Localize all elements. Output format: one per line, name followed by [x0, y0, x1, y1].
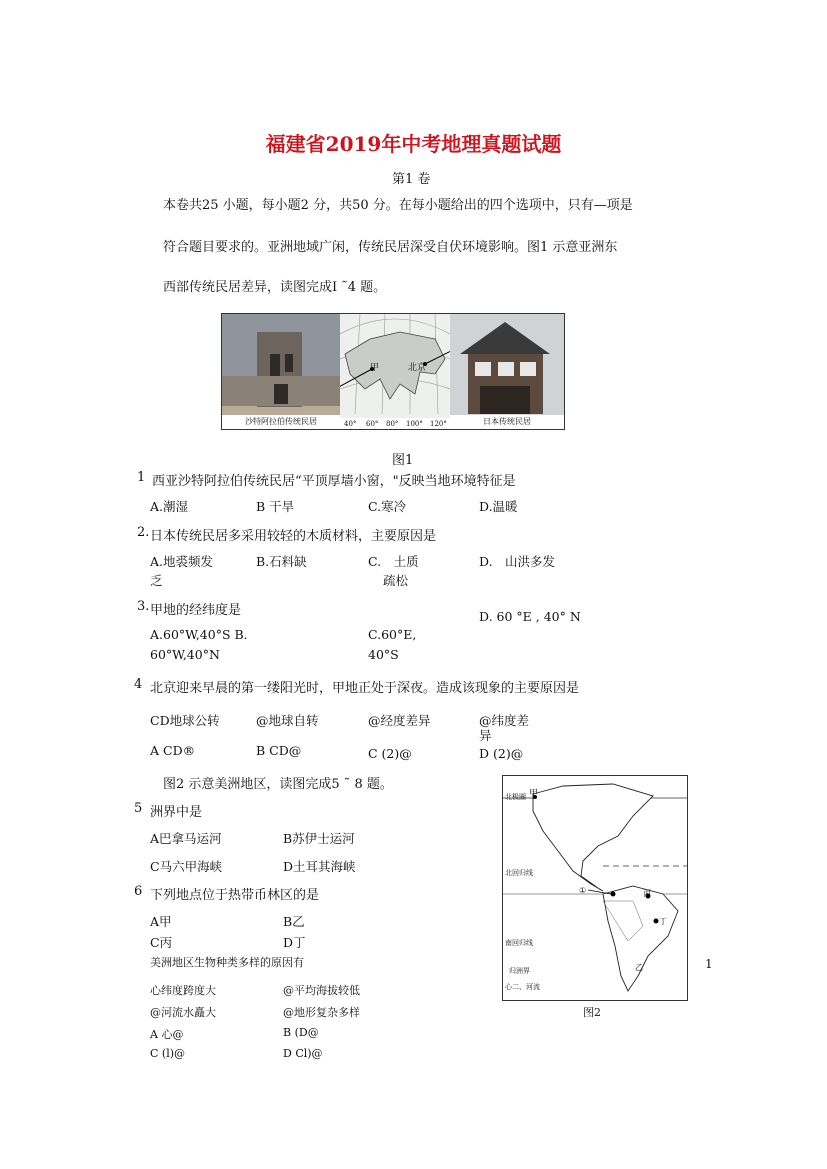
q7-item-3: @河流水矗大 [150, 1006, 216, 1019]
lon-tick: 100° [406, 420, 423, 428]
q6-option-a: A甲 [150, 914, 172, 929]
legend-continent-boundary: 归洲界 [509, 967, 530, 975]
figure-2-americas-map [502, 775, 688, 1001]
q4-item-1: CD地球公转 [150, 713, 220, 728]
q4-option-b: B CD@ [256, 743, 302, 758]
question-3-number: 3. [137, 599, 150, 614]
page-title: 福建省2019年中考地理真题试题 [265, 132, 562, 156]
q7-option-b: B (D@ [283, 1026, 319, 1039]
longitude-ticks [340, 418, 450, 429]
q6-option-c: C丙 [150, 935, 173, 950]
q7-option-a: A 心@ [150, 1028, 184, 1041]
q7-item-1: 心纬度跨度大 [150, 984, 216, 997]
map-label-jia: 甲 [370, 363, 380, 373]
q6-option-b: B乙 [283, 914, 305, 929]
q2-option-c-wrap: 疏松 [383, 573, 409, 588]
question-4-number: 4 [134, 677, 143, 692]
lon-tick: 40° [344, 420, 357, 428]
tropic-of-cancer-label: 北回归线 [505, 869, 533, 877]
lon-tick: 60° [366, 420, 379, 428]
figure-2-caption: 图2 [583, 1006, 601, 1019]
saudi-house-label: 沙特阿拉伯传统民居 [222, 415, 340, 429]
americas-map-illustration [503, 776, 687, 1000]
intro-line-3: 西部传统民居差异，读图完成I ˜4 题。 [163, 280, 387, 295]
section-heading: 第1 卷 [392, 172, 431, 187]
lon-tick: 80° [386, 420, 399, 428]
q4-item-2: @地球自转 [256, 713, 319, 728]
question-5-number: 5 [134, 801, 143, 816]
question-1-text: 西亚沙特阿拉伯传统民居“平顶厚墙小窗，"反映当地环境特征是 [152, 474, 516, 489]
fig2-label-1: ① [579, 886, 587, 895]
q7-option-d: D Cl)@ [283, 1047, 323, 1060]
q5-option-a: A巴拿马运河 [150, 831, 222, 846]
question-7-text: 美洲地区生物种类多样的原因有 [150, 956, 304, 969]
arctic-circle-label: 北极圈 [505, 793, 526, 801]
japan-house-label: 日本传统民居 [450, 415, 564, 429]
page-number: 1 [705, 957, 713, 971]
figure-2-intro: 图2 示意美洲地区，读图完成5 ˜ 8 题。 [163, 777, 393, 792]
fig2-label-yi: 乙 [635, 963, 643, 972]
q4-option-d: D (2)@ [479, 746, 524, 761]
saudi-house-illustration [222, 314, 340, 429]
q3-option-a: A.60°W,40°S B. [150, 627, 248, 642]
fig2-label-ding: 丁 [659, 917, 667, 926]
q5-option-b: B苏伊士运河 [283, 831, 355, 846]
q3-option-d: D. 60 °E , 40° N [479, 609, 581, 624]
fig2-label-bing: 丙 [643, 889, 651, 898]
q1-option-c: C.寒冷 [368, 499, 407, 514]
q7-item-2: @平均海拔较低 [283, 984, 360, 997]
figure-1 [221, 313, 565, 430]
intro-line-2: 符合题目要求的。亚洲地域广闲，传统民居深受自伏环境影响。图1 示意亚洲东 [163, 240, 618, 255]
q3-option-b: 60°W,40°N [150, 647, 220, 662]
lon-tick: 120° [430, 420, 447, 428]
q1-option-a: A.潮湿 [150, 499, 189, 514]
asia-map [340, 314, 450, 429]
intro-line-1: 本卷共25 小题，每小题2 分，共50 分。在每小题给出的四个选项中，只有—项是 [163, 198, 633, 213]
asia-map-illustration [340, 314, 450, 429]
question-2-number: 2. [137, 525, 150, 540]
q6-option-d: D丁 [283, 935, 306, 950]
tropic-of-capricorn-label: 南回归线 [505, 939, 533, 947]
q4-option-c: C (2)@ [368, 746, 412, 761]
question-6-text: 下列地点位于热带币林区的是 [150, 888, 320, 903]
saudi-house-photo [222, 314, 340, 429]
q4-item-3: @经度差异 [368, 713, 431, 728]
question-6-number: 6 [134, 884, 143, 899]
q4-option-a: A CD® [150, 743, 196, 758]
figure-1-caption: 图1 [392, 453, 414, 468]
legend-rivers: 心二、河流 [505, 983, 540, 991]
map-label-beijing: 北京 [408, 363, 427, 373]
q4-item-4-wrap: 异 [479, 728, 492, 743]
q4-item-4: @纬度差 [479, 713, 530, 728]
q2-option-b: B.石料缺 [256, 554, 307, 569]
q1-option-b: B 干旱 [256, 499, 295, 514]
fig2-label-jia: 甲 [529, 789, 539, 799]
japan-house-illustration [450, 314, 564, 429]
question-2-text: 日本传统民居多采用较轻的木质材料，主要原因是 [150, 529, 437, 544]
q7-item-4: @地形复杂多样 [283, 1006, 360, 1019]
q3-option-c: C.60°E, [368, 627, 417, 642]
q2-option-a: A.地裘频发 [150, 554, 214, 569]
q2-option-a-wrap: 乏 [150, 573, 163, 588]
question-3-text: 甲地的经纬度是 [150, 603, 242, 618]
q2-option-c: C. 土质 [368, 554, 419, 569]
question-1-number: 1 [137, 470, 146, 485]
q2-option-d: D. 山洪多发 [479, 554, 556, 569]
question-4-text: 北京迎来早晨的第一缕阳光时，甲地正处于深夜。造成该现象的主要原因是 [150, 681, 580, 696]
q7-option-c: C (l)@ [150, 1047, 186, 1060]
q5-option-c: C马六甲海峡 [150, 859, 223, 874]
q1-option-d: D.温暖 [479, 499, 518, 514]
q5-option-d: D土耳其海峡 [283, 859, 356, 874]
q3-option-c-wrap: 40°S [368, 647, 399, 662]
question-5-text: 洲界中是 [150, 805, 203, 820]
japan-house-photo [450, 314, 564, 429]
